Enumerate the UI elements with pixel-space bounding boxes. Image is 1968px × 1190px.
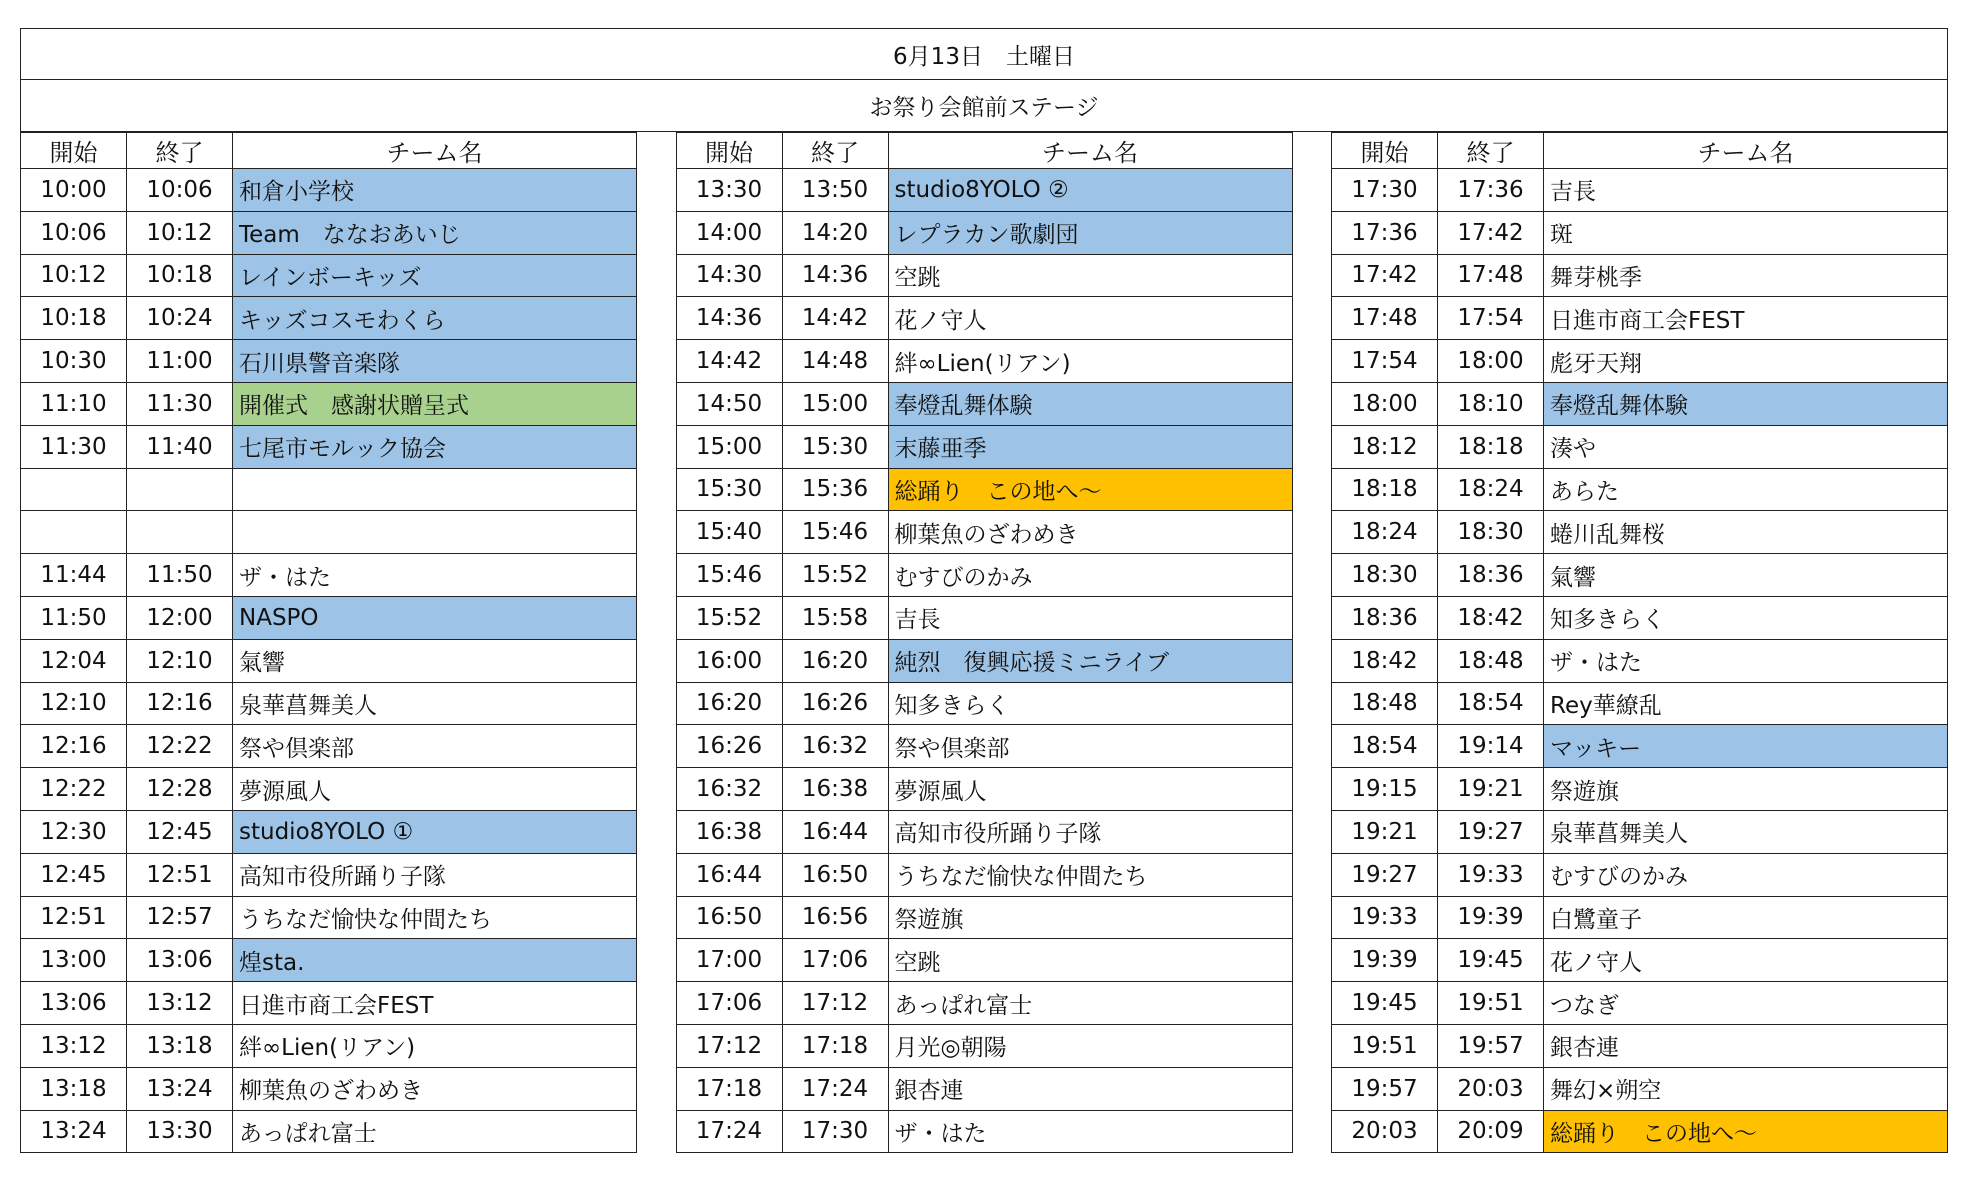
table-row [676, 425, 1292, 468]
team-name: 絆∞Lien(リアン) [233, 1024, 637, 1067]
team-name: 吉長 [1544, 169, 1948, 212]
start-time: 19:21 [1332, 810, 1438, 853]
end-time: 11:50 [127, 554, 233, 597]
team-name: 七尾市モルック協会 [233, 425, 637, 468]
team-name: 銀杏連 [888, 1067, 1292, 1110]
end-time: 18:48 [1438, 639, 1544, 682]
team-name: 湊や [1544, 425, 1948, 468]
end-time: 20:09 [1438, 1110, 1544, 1153]
start-time: 12:04 [21, 639, 127, 682]
team-name: 祭遊旗 [1544, 768, 1948, 811]
team-name: 高知市役所踊り子隊 [888, 810, 1292, 853]
start-time: 17:06 [676, 982, 782, 1025]
table-row [676, 254, 1292, 297]
end-time [127, 511, 233, 554]
table-row [21, 297, 637, 340]
table-row [1332, 511, 1948, 554]
start-time: 12:16 [21, 725, 127, 768]
team-name: 舞芽桃季 [1544, 254, 1948, 297]
schedule-table-2 [676, 132, 1293, 1153]
team-name: 柳葉魚のざわめき [888, 511, 1292, 554]
end-header: 終了 [1438, 133, 1544, 169]
table-header-row [21, 133, 637, 169]
table-row [676, 596, 1292, 639]
end-time: 15:46 [782, 511, 888, 554]
team-name: 斑 [1544, 211, 1948, 254]
table-row [21, 211, 637, 254]
schedule-sheet [20, 28, 1948, 1153]
end-time: 17:42 [1438, 211, 1544, 254]
table-row [676, 768, 1292, 811]
start-time: 18:18 [1332, 468, 1438, 511]
start-time: 14:42 [676, 340, 782, 383]
end-time: 14:36 [782, 254, 888, 297]
end-time: 18:24 [1438, 468, 1544, 511]
team-name: うちなだ愉快な仲間たち [888, 853, 1292, 896]
start-time: 19:33 [1332, 896, 1438, 939]
end-time: 18:00 [1438, 340, 1544, 383]
end-time: 19:45 [1438, 939, 1544, 982]
start-time [21, 511, 127, 554]
team-name: 知多きらく [888, 682, 1292, 725]
team-name: あらた [1544, 468, 1948, 511]
table-row [676, 554, 1292, 597]
start-time: 20:03 [1332, 1110, 1438, 1153]
end-time: 18:10 [1438, 382, 1544, 425]
end-time: 12:16 [127, 682, 233, 725]
team-name: 彪牙天翔 [1544, 340, 1948, 383]
team-name: 日進市商工会FEST [233, 982, 637, 1025]
table-row [676, 297, 1292, 340]
table-row [676, 639, 1292, 682]
start-time: 14:50 [676, 382, 782, 425]
start-time: 16:20 [676, 682, 782, 725]
table-row [21, 896, 637, 939]
table-row [21, 425, 637, 468]
table-row [21, 639, 637, 682]
team-name [233, 511, 637, 554]
end-time: 20:03 [1438, 1067, 1544, 1110]
team-name: 泉華菖舞美人 [1544, 810, 1948, 853]
start-time: 12:22 [21, 768, 127, 811]
table-row [21, 596, 637, 639]
table-row [1332, 725, 1948, 768]
table-row [676, 853, 1292, 896]
start-time: 17:48 [1332, 297, 1438, 340]
end-time: 17:36 [1438, 169, 1544, 212]
end-time: 14:42 [782, 297, 888, 340]
end-time: 13:06 [127, 939, 233, 982]
end-time: 18:42 [1438, 596, 1544, 639]
team-name: 花ノ守人 [888, 297, 1292, 340]
start-time: 19:57 [1332, 1067, 1438, 1110]
team-name: 日進市商工会FEST [1544, 297, 1948, 340]
table-row [676, 511, 1292, 554]
table-row [21, 382, 637, 425]
team-name: 末藤亜季 [888, 425, 1292, 468]
start-time: 16:32 [676, 768, 782, 811]
team-name: 空跳 [888, 939, 1292, 982]
table-row [676, 169, 1292, 212]
team-header: チーム名 [1544, 133, 1948, 169]
end-time: 17:06 [782, 939, 888, 982]
team-name: レインボーキッズ [233, 254, 637, 297]
end-time: 19:14 [1438, 725, 1544, 768]
start-time: 18:54 [1332, 725, 1438, 768]
team-name: ザ・はた [888, 1110, 1292, 1153]
schedule-table-1 [20, 132, 637, 1153]
end-time: 17:54 [1438, 297, 1544, 340]
end-time: 14:48 [782, 340, 888, 383]
team-name: 高知市役所踊り子隊 [233, 853, 637, 896]
end-time: 19:21 [1438, 768, 1544, 811]
table-row [1332, 211, 1948, 254]
table-row [676, 1067, 1292, 1110]
table-row [676, 382, 1292, 425]
end-time: 15:36 [782, 468, 888, 511]
start-time: 17:24 [676, 1110, 782, 1153]
end-time: 13:30 [127, 1110, 233, 1153]
team-name: 夢源風人 [888, 768, 1292, 811]
team-name: 祭や倶楽部 [233, 725, 637, 768]
end-time: 10:12 [127, 211, 233, 254]
start-time: 19:39 [1332, 939, 1438, 982]
table-row [21, 511, 637, 554]
start-time [21, 468, 127, 511]
end-time: 13:24 [127, 1067, 233, 1110]
start-time: 18:12 [1332, 425, 1438, 468]
start-time: 17:42 [1332, 254, 1438, 297]
team-name: あっぱれ富士 [888, 982, 1292, 1025]
table-row [676, 725, 1292, 768]
end-header: 終了 [127, 133, 233, 169]
end-time: 15:58 [782, 596, 888, 639]
table-row [1332, 1024, 1948, 1067]
table-row [1332, 254, 1948, 297]
end-time: 17:18 [782, 1024, 888, 1067]
end-time: 11:00 [127, 340, 233, 383]
start-time: 16:50 [676, 896, 782, 939]
team-name: Team ななおあいじ [233, 211, 637, 254]
schedule-columns [20, 132, 1948, 1153]
table-row [1332, 639, 1948, 682]
table-row [676, 211, 1292, 254]
team-name: 絆∞Lien(リアン) [888, 340, 1292, 383]
start-time: 12:30 [21, 810, 127, 853]
table-row [21, 768, 637, 811]
start-header: 開始 [21, 133, 127, 169]
team-name: NASPO [233, 596, 637, 639]
end-time: 17:30 [782, 1110, 888, 1153]
team-name: Rey華繚乱 [1544, 682, 1948, 725]
table-row [21, 725, 637, 768]
end-time [127, 468, 233, 511]
end-time: 16:56 [782, 896, 888, 939]
start-time: 10:18 [21, 297, 127, 340]
table-row [1332, 982, 1948, 1025]
team-name: 泉華菖舞美人 [233, 682, 637, 725]
team-name: 蜷川乱舞桜 [1544, 511, 1948, 554]
team-name: キッズコスモわくら [233, 297, 637, 340]
table-row [1332, 340, 1948, 383]
start-header: 開始 [1332, 133, 1438, 169]
start-time: 15:46 [676, 554, 782, 597]
end-time: 10:06 [127, 169, 233, 212]
team-name [233, 468, 637, 511]
end-time: 19:51 [1438, 982, 1544, 1025]
table-row [21, 1110, 637, 1153]
team-header: チーム名 [888, 133, 1292, 169]
table-row [21, 1067, 637, 1110]
team-name: 煌sta. [233, 939, 637, 982]
table-row [1332, 682, 1948, 725]
stage-header: お祭り会館前ステージ [20, 80, 1948, 132]
team-name: 総踊り この地へ～ [888, 468, 1292, 511]
team-name: むすびのかみ [888, 554, 1292, 597]
end-time: 12:22 [127, 725, 233, 768]
team-name: ザ・はた [1544, 639, 1948, 682]
table-row [676, 468, 1292, 511]
start-time: 10:06 [21, 211, 127, 254]
start-time: 13:12 [21, 1024, 127, 1067]
table-row [1332, 810, 1948, 853]
start-time: 18:42 [1332, 639, 1438, 682]
table-row [21, 939, 637, 982]
start-time: 10:00 [21, 169, 127, 212]
team-name: あっぱれ富士 [233, 1110, 637, 1153]
start-time: 15:52 [676, 596, 782, 639]
end-time: 12:28 [127, 768, 233, 811]
start-time: 17:36 [1332, 211, 1438, 254]
table-row [1332, 425, 1948, 468]
start-time: 18:30 [1332, 554, 1438, 597]
team-name: 氣響 [1544, 554, 1948, 597]
table-row [1332, 297, 1948, 340]
start-time: 19:15 [1332, 768, 1438, 811]
start-time: 13:00 [21, 939, 127, 982]
end-time: 18:30 [1438, 511, 1544, 554]
end-header: 終了 [782, 133, 888, 169]
start-time: 17:12 [676, 1024, 782, 1067]
table-row [676, 1110, 1292, 1153]
table-row [1332, 596, 1948, 639]
team-name: 月光◎朝陽 [888, 1024, 1292, 1067]
table-header-row [1332, 133, 1948, 169]
start-time: 18:36 [1332, 596, 1438, 639]
team-name: 吉長 [888, 596, 1292, 639]
end-time: 11:30 [127, 382, 233, 425]
start-time: 13:24 [21, 1110, 127, 1153]
start-header: 開始 [676, 133, 782, 169]
start-time: 10:12 [21, 254, 127, 297]
end-time: 18:36 [1438, 554, 1544, 597]
end-time: 14:20 [782, 211, 888, 254]
start-time: 13:18 [21, 1067, 127, 1110]
team-name: 舞幻×朔空 [1544, 1067, 1948, 1110]
table-row [21, 340, 637, 383]
team-name: レプラカン歌劇団 [888, 211, 1292, 254]
team-name: 総踊り この地へ～ [1544, 1110, 1948, 1153]
start-time: 11:10 [21, 382, 127, 425]
end-time: 13:18 [127, 1024, 233, 1067]
end-time: 12:45 [127, 810, 233, 853]
start-time: 16:00 [676, 639, 782, 682]
table-row [21, 554, 637, 597]
date-header: 6月13日 土曜日 [20, 28, 1948, 80]
table-row [1332, 1067, 1948, 1110]
start-time: 16:38 [676, 810, 782, 853]
table-row [676, 340, 1292, 383]
end-time: 19:33 [1438, 853, 1544, 896]
start-time: 14:36 [676, 297, 782, 340]
start-time: 18:24 [1332, 511, 1438, 554]
end-time: 19:39 [1438, 896, 1544, 939]
start-time: 14:00 [676, 211, 782, 254]
table-row [676, 810, 1292, 853]
end-time: 12:10 [127, 639, 233, 682]
start-time: 18:48 [1332, 682, 1438, 725]
team-name: 石川県警音楽隊 [233, 340, 637, 383]
table-row [21, 169, 637, 212]
team-name: つなぎ [1544, 982, 1948, 1025]
end-time: 15:30 [782, 425, 888, 468]
team-name: 祭や倶楽部 [888, 725, 1292, 768]
start-time: 11:30 [21, 425, 127, 468]
table-row [1332, 853, 1948, 896]
table-row [676, 896, 1292, 939]
end-time: 10:18 [127, 254, 233, 297]
end-time: 12:57 [127, 896, 233, 939]
end-time: 13:12 [127, 982, 233, 1025]
table-row [1332, 468, 1948, 511]
table-row [1332, 939, 1948, 982]
team-name: 銀杏連 [1544, 1024, 1948, 1067]
table-row [676, 682, 1292, 725]
team-name: 柳葉魚のざわめき [233, 1067, 637, 1110]
start-time: 17:30 [1332, 169, 1438, 212]
table-row [21, 254, 637, 297]
start-time: 19:27 [1332, 853, 1438, 896]
team-header: チーム名 [233, 133, 637, 169]
end-time: 10:24 [127, 297, 233, 340]
table-row [676, 1024, 1292, 1067]
team-name: studio8YOLO ② [888, 169, 1292, 212]
start-time: 12:51 [21, 896, 127, 939]
end-time: 16:44 [782, 810, 888, 853]
team-name: 白鷺童子 [1544, 896, 1948, 939]
table-row [1332, 768, 1948, 811]
team-name: 純烈 復興応援ミニライブ [888, 639, 1292, 682]
start-time: 19:45 [1332, 982, 1438, 1025]
team-name: 奉燈乱舞体験 [1544, 382, 1948, 425]
end-time: 17:12 [782, 982, 888, 1025]
table-row [1332, 169, 1948, 212]
table-row [1332, 554, 1948, 597]
start-time: 11:50 [21, 596, 127, 639]
team-name: ザ・はた [233, 554, 637, 597]
end-time: 17:24 [782, 1067, 888, 1110]
end-time: 16:50 [782, 853, 888, 896]
table-row [676, 939, 1292, 982]
start-time: 13:06 [21, 982, 127, 1025]
end-time: 16:26 [782, 682, 888, 725]
start-time: 17:18 [676, 1067, 782, 1110]
end-time: 13:50 [782, 169, 888, 212]
end-time: 16:20 [782, 639, 888, 682]
start-time: 15:40 [676, 511, 782, 554]
team-name: 知多きらく [1544, 596, 1948, 639]
table-row [21, 853, 637, 896]
end-time: 11:40 [127, 425, 233, 468]
end-time: 12:00 [127, 596, 233, 639]
table-row [1332, 382, 1948, 425]
table-row [1332, 1110, 1948, 1153]
end-time: 15:52 [782, 554, 888, 597]
end-time: 12:51 [127, 853, 233, 896]
end-time: 19:57 [1438, 1024, 1544, 1067]
team-name: 奉燈乱舞体験 [888, 382, 1292, 425]
start-time: 18:00 [1332, 382, 1438, 425]
team-name: 祭遊旗 [888, 896, 1292, 939]
start-time: 15:00 [676, 425, 782, 468]
team-name: studio8YOLO ① [233, 810, 637, 853]
end-time: 16:38 [782, 768, 888, 811]
start-time: 16:44 [676, 853, 782, 896]
end-time: 18:54 [1438, 682, 1544, 725]
start-time: 12:10 [21, 682, 127, 725]
table-row [21, 810, 637, 853]
start-time: 12:45 [21, 853, 127, 896]
team-name: マッキー [1544, 725, 1948, 768]
team-name: 花ノ守人 [1544, 939, 1948, 982]
table-row [676, 982, 1292, 1025]
end-time: 19:27 [1438, 810, 1544, 853]
start-time: 17:00 [676, 939, 782, 982]
team-name: むすびのかみ [1544, 853, 1948, 896]
table-row [21, 982, 637, 1025]
start-time: 11:44 [21, 554, 127, 597]
table-row [21, 468, 637, 511]
table-row [21, 682, 637, 725]
start-time: 17:54 [1332, 340, 1438, 383]
start-time: 16:26 [676, 725, 782, 768]
end-time: 18:18 [1438, 425, 1544, 468]
table-row [21, 1024, 637, 1067]
team-name: 開催式 感謝状贈呈式 [233, 382, 637, 425]
end-time: 16:32 [782, 725, 888, 768]
start-time: 19:51 [1332, 1024, 1438, 1067]
team-name: 夢源風人 [233, 768, 637, 811]
table-header-row [676, 133, 1292, 169]
start-time: 14:30 [676, 254, 782, 297]
start-time: 15:30 [676, 468, 782, 511]
team-name: 和倉小学校 [233, 169, 637, 212]
start-time: 13:30 [676, 169, 782, 212]
table-row [1332, 896, 1948, 939]
start-time: 10:30 [21, 340, 127, 383]
schedule-table-3 [1331, 132, 1948, 1153]
team-name: うちなだ愉快な仲間たち [233, 896, 637, 939]
team-name: 氣響 [233, 639, 637, 682]
team-name: 空跳 [888, 254, 1292, 297]
end-time: 17:48 [1438, 254, 1544, 297]
end-time: 15:00 [782, 382, 888, 425]
